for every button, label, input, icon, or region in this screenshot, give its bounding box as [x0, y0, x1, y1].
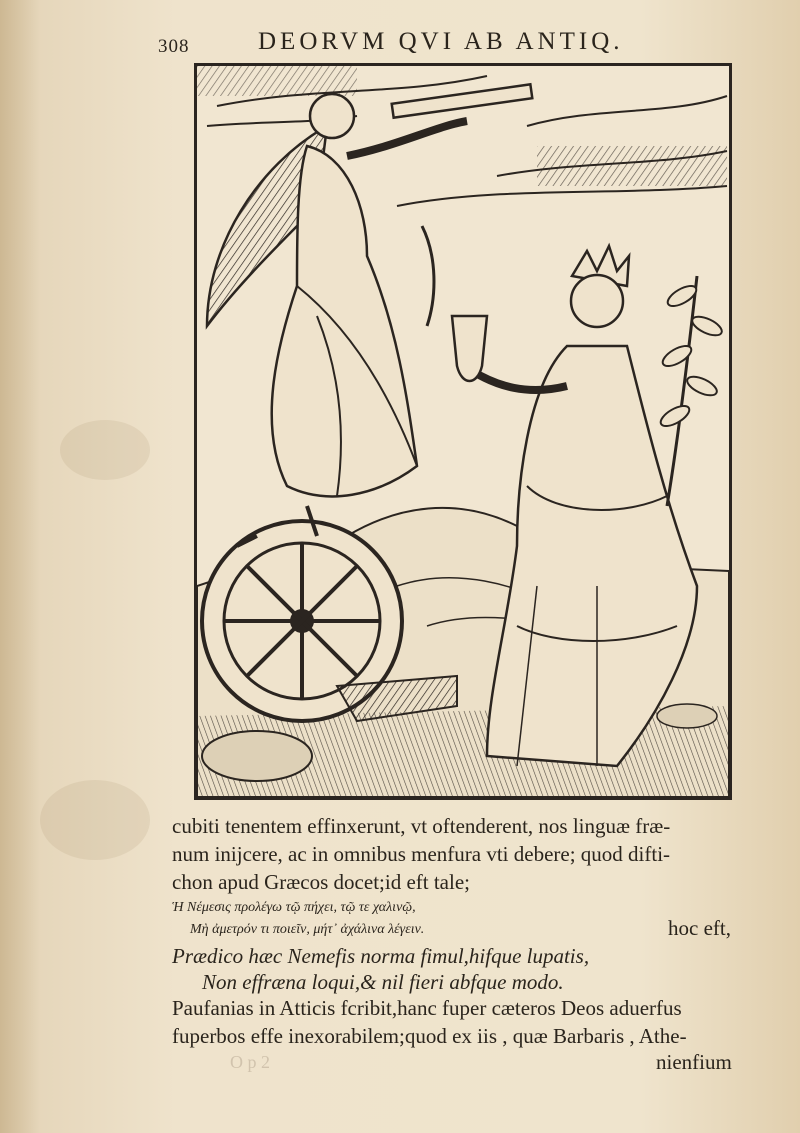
branch	[667, 276, 697, 506]
greek-line: Μὴ ἀμετρόν τι ποιεῖν, μήτ᾽ ἀχάλινα λέγειν.	[190, 922, 425, 937]
paper-stain	[60, 420, 150, 480]
text-line: chon apud Græcos docet;id eft tale;	[172, 870, 470, 894]
running-head: DEORVM QVI AB ANTIQ.	[258, 28, 624, 55]
catchword: nienfium	[656, 1050, 732, 1074]
page-number: 308	[158, 36, 190, 57]
paper-stain	[40, 780, 150, 860]
cubit-rod	[392, 84, 533, 117]
cloud-shading	[197, 66, 357, 96]
greek-line: Ἡ Νέμεσις προλέγω τῷ πήχει, τῷ τε χαλινῷ,	[172, 900, 416, 915]
text-line: Paufanias in Atticis fcribit,hanc fuper cæteros Deos aduerfus	[172, 996, 682, 1020]
text-line: fuperbos effe inexorabilem;quod ex iis , quæ Barbaris , Athe-	[172, 1024, 687, 1048]
text-line: cubiti tenentem effinxerunt, vt oftenderent, nos linguæ fræ-	[172, 814, 671, 838]
hoc-est: hoc eft,	[668, 916, 731, 940]
woodcut-drawing	[197, 66, 729, 797]
show-through-signature: O p 2	[230, 1052, 270, 1072]
text-line: num inijcere, ac in omnibus menfura vti debere; quod difti-	[172, 842, 671, 866]
page-gutter-shadow	[0, 0, 40, 1133]
verse-line: Prædico hæc Nemefis norma fimul,hifque lupatis,	[172, 944, 590, 968]
cloud-shading	[537, 146, 727, 186]
cup	[452, 316, 487, 381]
bridle	[422, 226, 434, 326]
woodcut-illustration	[194, 63, 732, 800]
verse-line: Non effræna loqui,& nil fieri abfque modo.	[202, 970, 564, 994]
